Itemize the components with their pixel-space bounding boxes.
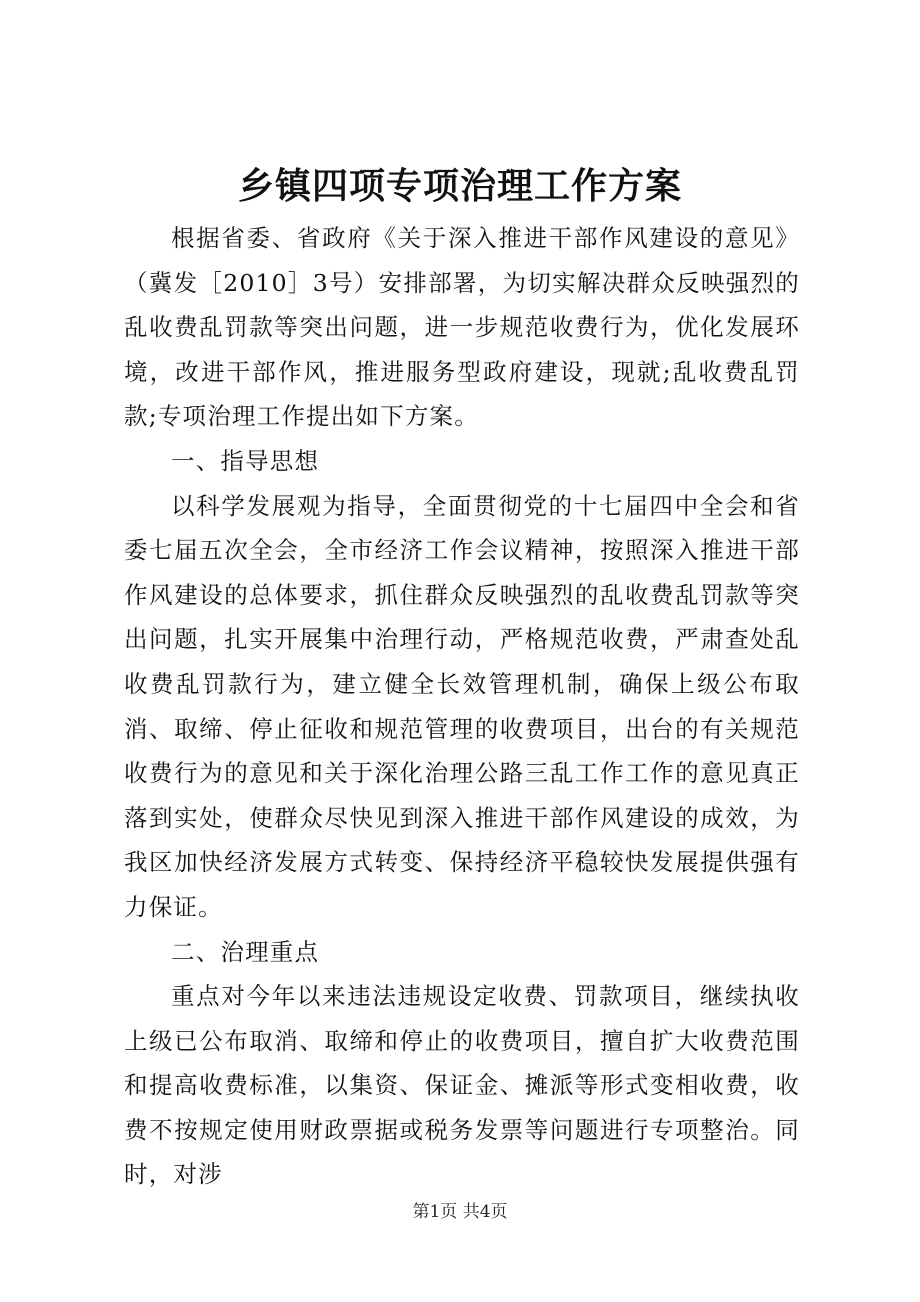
- section-heading-key-points: 二、治理重点: [171, 937, 320, 966]
- page-number-footer: 第1页 共4页: [412, 1202, 508, 1222]
- section-heading-guiding-ideology: 一、指导思想: [171, 446, 320, 475]
- paragraph-key-points: 重点对今年以来违法违规设定收费、罚款项目，继续执收上级已公布取消、取缔和停止的收费项目，擅自扩大收费范围和提高收费标准，以集资、保证金、摊派等形式变相收费，收费不按规定使用财政票据或税务发票等问题进行专项整治。同时，对涉: [124, 982, 800, 1189]
- paragraph-guiding-ideology: 以科学发展观为指导，全面贯彻党的十七届四中全会和省委七届五次全会，全市经济工作会议精神，按照深入推进干部作风建设的总体要求，抓住群众反映强烈的乱收费乱罚款等突出问题，扎实开展集中治理行动，严格规范收费，严肃查处乱收费乱罚款行为，建立健全长效管理机制，确保上级公布取消、取缔、停止征收和规范管理的收费项目，出台的有关规范收费行为的意见和关于深化治理公路三乱工作工作的意见真正落到实处，使群众尽快见到深入推进干部作风建设的成效，为我区加快经济发展方式转变、保持经济平稳较快发展提供强有力保证。: [124, 491, 800, 921]
- paragraph-intro: 根据省委、省政府《关于深入推进干部作风建设的意见》（冀发［2010］3号）安排部署，为切实解决群众反映强烈的乱收费乱罚款等突出问题，进一步规范收费行为，优化发展环境，改进干部作风，推进服务型政府建设，现就;乱收费乱罚款;专项治理工作提出如下方案。: [124, 224, 800, 431]
- document-title: 乡镇四项专项治理工作方案: [237, 165, 682, 207]
- document-body: [124, 216, 800, 1197]
